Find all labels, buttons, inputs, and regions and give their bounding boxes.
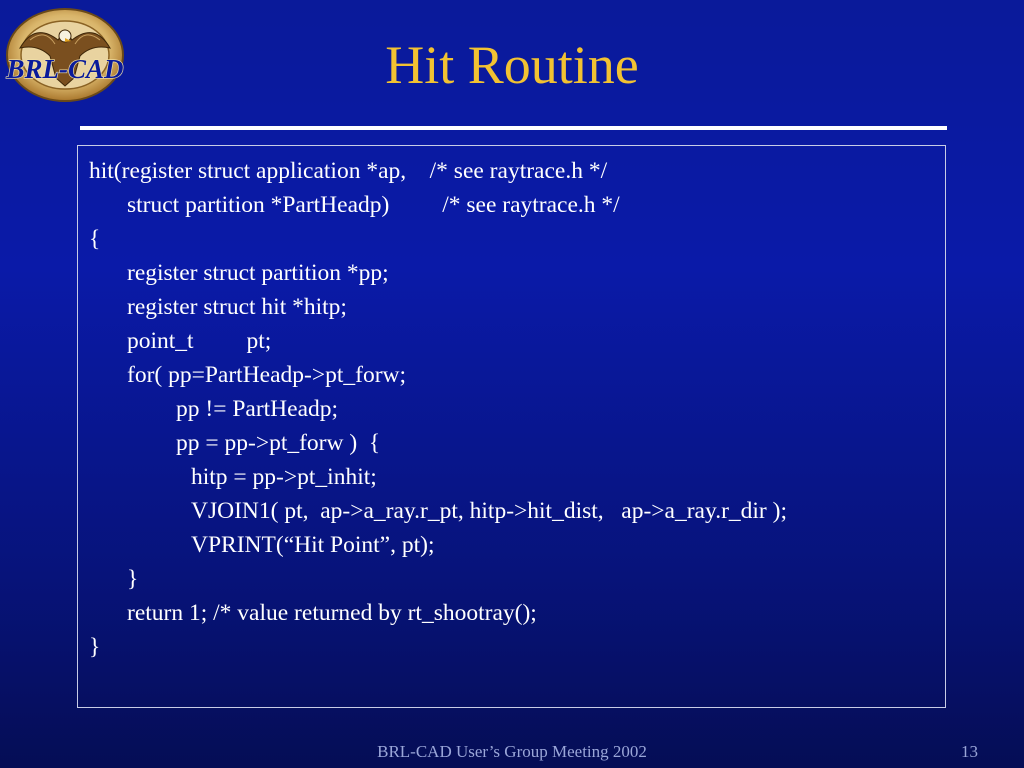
code-line: struct partition *PartHeadp) /* see raytrace.h */ (127, 192, 620, 218)
code-line: hit(register struct application *ap, /* see raytrace.h */ (89, 158, 608, 184)
code-line: for( pp=PartHeadp->pt_forw; (127, 362, 407, 388)
code-line: pp != PartHeadp; (176, 396, 339, 422)
code-line: register struct hit *hitp; (127, 294, 347, 320)
footer-text: BRL-CAD User’s Group Meeting 2002 (377, 742, 647, 761)
code-line: hitp = pp->pt_inhit; (191, 464, 377, 490)
code-line: VPRINT(“Hit Point”, pt); (191, 532, 435, 558)
code-line: pp = pp->pt_forw ) { (176, 430, 381, 456)
code-line: { (89, 226, 101, 252)
code-line: } (127, 566, 139, 592)
code-line: register struct partition *pp; (127, 260, 389, 286)
code-line: } (89, 634, 101, 660)
slide-title: Hit Routine (385, 35, 639, 95)
code-line: return 1; /* value returned by rt_shootray(); (127, 600, 537, 626)
code-block (77, 145, 946, 708)
code-line: point_t pt; (127, 328, 272, 354)
title-divider (80, 126, 947, 130)
page-number: 13 (961, 742, 978, 761)
code-line: VJOIN1( pt, ap->a_ray.r_pt, hitp->hit_dist, ap->a_ray.r_dir ); (191, 498, 787, 524)
logo-wordmark: BRL-CAD (6, 54, 124, 84)
